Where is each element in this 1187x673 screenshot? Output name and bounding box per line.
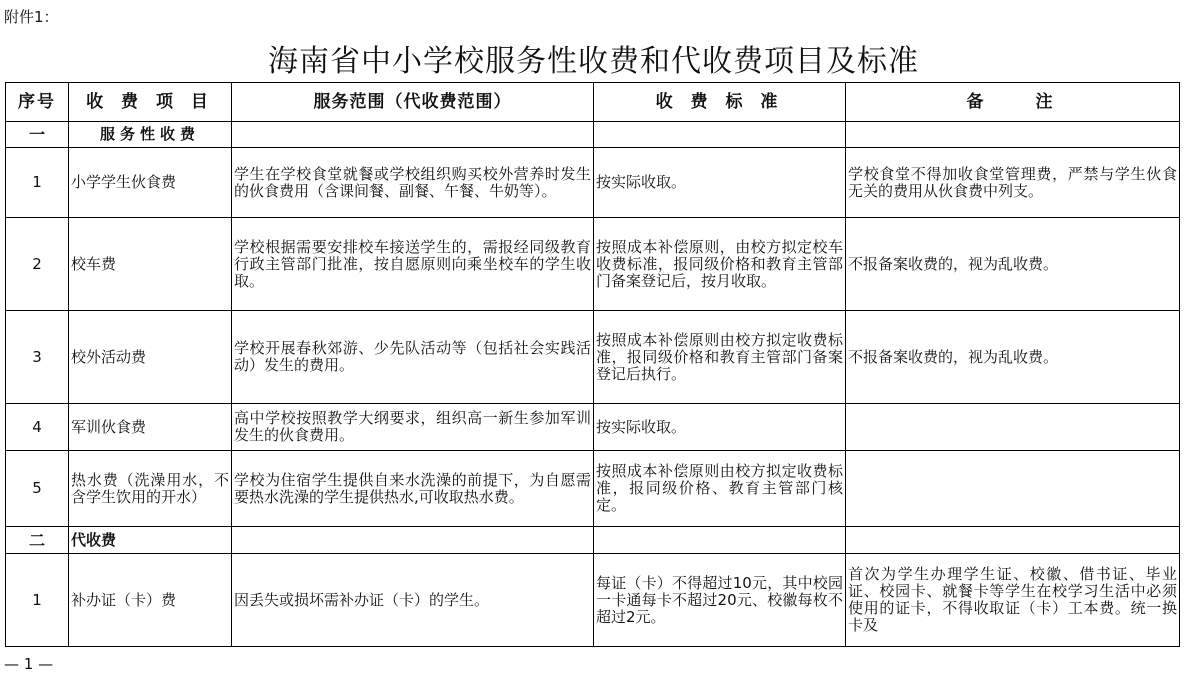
row-remarks — [846, 404, 1180, 451]
header-remarks: 备 注 — [846, 83, 1180, 122]
empty-cell — [594, 527, 846, 554]
row-remarks: 学校食堂不得加收食堂管理费，严禁与学生伙食无关的费用从伙食费中列支。 — [846, 148, 1180, 218]
row-standard: 按实际收取。 — [594, 148, 846, 218]
row-no: 4 — [6, 404, 69, 451]
section-label: 服务性收费 — [69, 122, 232, 148]
row-no: 2 — [6, 218, 69, 311]
row-item: 校车费 — [69, 218, 232, 311]
row-standard: 按照成本补偿原则由校方拟定收费标准，报同级价格、教育主管部门核定。 — [594, 451, 846, 527]
page-number: — 1 — — [4, 655, 54, 673]
table-row — [6, 404, 1180, 451]
row-remarks — [846, 451, 1180, 527]
row-scope: 学校开展春秋郊游、少先队活动等（包括社会实践活动）发生的费用。 — [232, 311, 594, 404]
document-title: 海南省中小学校服务性收费和代收费项目及标准 — [268, 44, 919, 79]
table-row — [6, 148, 1180, 218]
section-row — [6, 527, 1180, 554]
row-item: 小学学生伙食费 — [69, 148, 232, 218]
row-no: 3 — [6, 311, 69, 404]
header-item: 收 费 项 目 — [69, 83, 232, 122]
section-no: 一 — [6, 122, 69, 148]
row-scope: 高中学校按照教学大纲要求，组织高一新生参加军训发生的伙食费用。 — [232, 404, 594, 451]
empty-cell — [846, 527, 1180, 554]
empty-cell — [846, 122, 1180, 148]
row-item: 补办证（卡）费 — [69, 554, 232, 647]
row-standard: 按照成本补偿原则，由校方拟定校车收费标准，报同级价格和教育主管部门备案登记后，按月收取。 — [594, 218, 846, 311]
row-remarks: 不报备案收费的，视为乱收费。 — [846, 218, 1180, 311]
row-item: 军训伙食费 — [69, 404, 232, 451]
row-standard: 按照成本补偿原则由校方拟定收费标准，报同级价格和教育主管部门备案登记后执行。 — [594, 311, 846, 404]
row-remarks: 首次为学生办理学生证、校徽、借书证、毕业证、校园卡、就餐卡等学生在校学习生活中必须使用的证卡，不得收取证（卡）工本费。统一换卡及 — [846, 554, 1180, 647]
row-no: 5 — [6, 451, 69, 527]
row-no: 1 — [6, 148, 69, 218]
row-scope: 学校根据需要安排校车接送学生的，需报经同级教育行政主管部门批准，按自愿原则向乘坐校车的学生收取。 — [232, 218, 594, 311]
section-no: 二 — [6, 527, 69, 554]
row-item: 热水费（洗澡用水，不含学生饮用的开水） — [69, 451, 232, 527]
row-scope: 学校为住宿学生提供自来水洗澡的前提下，为自愿需要热水洗澡的学生提供热水,可收取热水费。 — [232, 451, 594, 527]
table-header-row — [6, 83, 1180, 122]
table-row — [6, 554, 1180, 647]
header-scope: 服务范围（代收费范围） — [232, 83, 594, 122]
empty-cell — [232, 122, 594, 148]
row-standard: 按实际收取。 — [594, 404, 846, 451]
section-label: 代收费 — [69, 527, 232, 554]
header-no: 序号 — [6, 83, 69, 122]
section-row — [6, 122, 1180, 148]
row-no: 1 — [6, 554, 69, 647]
table-row — [6, 451, 1180, 527]
fee-table — [5, 82, 1180, 647]
row-scope: 因丢失或损坏需补办证（卡）的学生。 — [232, 554, 594, 647]
row-remarks: 不报备案收费的，视为乱收费。 — [846, 311, 1180, 404]
row-standard: 每证（卡）不得超过10元，其中校园一卡通每卡不超过20元、校徽每枚不超过2元。 — [594, 554, 846, 647]
table-row — [6, 311, 1180, 404]
row-scope: 学生在学校食堂就餐或学校组织购买校外营养时发生的伙食费用（含课间餐、副餐、午餐、牛奶等）。 — [232, 148, 594, 218]
empty-cell — [232, 527, 594, 554]
header-standard: 收 费 标 准 — [594, 83, 846, 122]
empty-cell — [594, 122, 846, 148]
row-item: 校外活动费 — [69, 311, 232, 404]
attachment-label: 附件1： — [4, 8, 59, 26]
table-row — [6, 218, 1180, 311]
